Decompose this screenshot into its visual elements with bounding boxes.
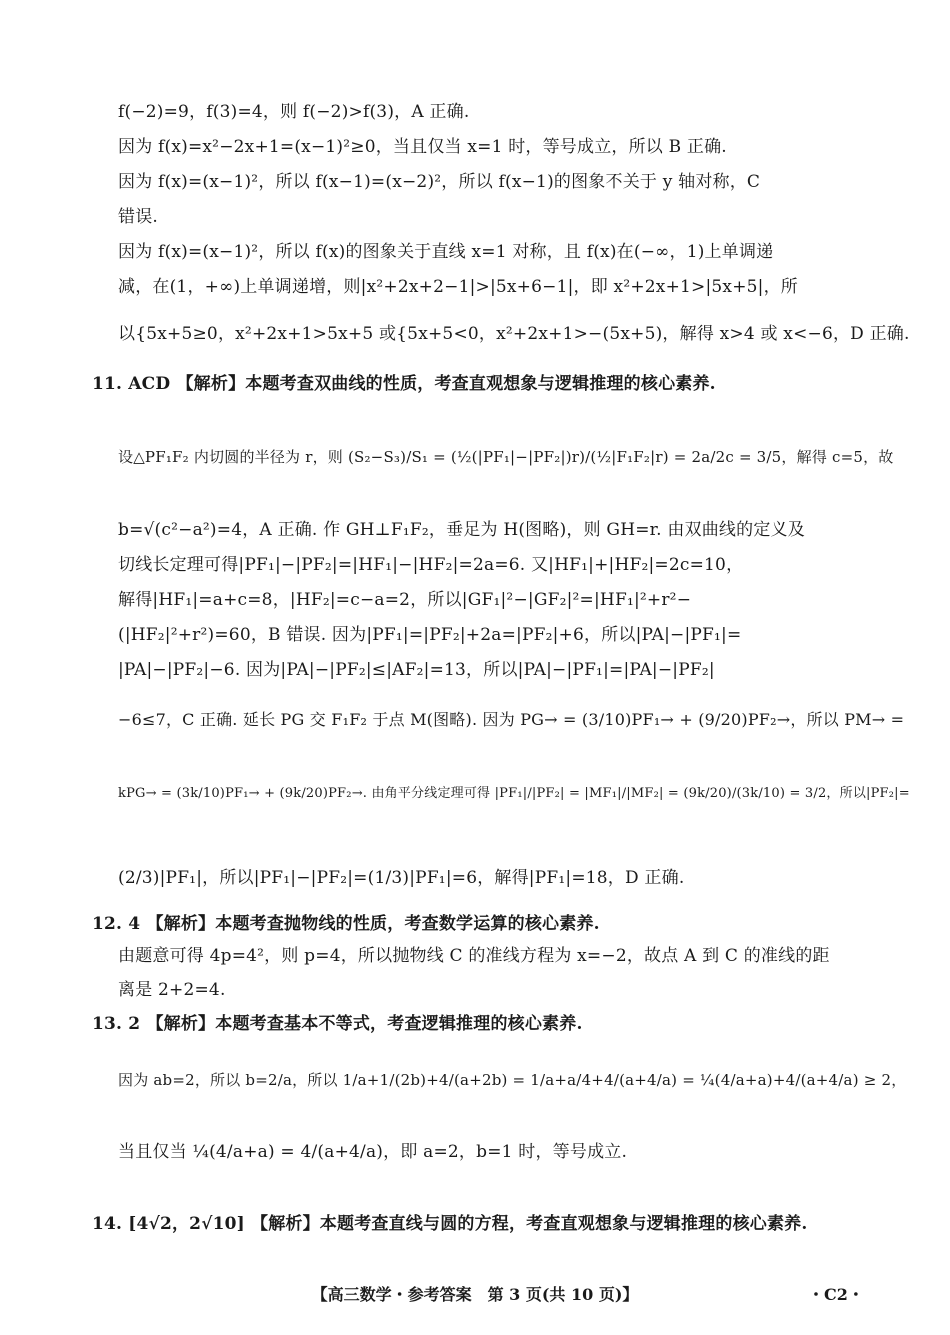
text-line: 解得|HF₁|=a+c=8，|HF₂|=c−a=2，所以|GF₁|²−|GF₂|²=|HF₁|²+r²−	[118, 590, 692, 610]
q14-heading: 14. [4√2，2√10] 【解析】本题考查直线与圆的方程，考查直观想象与逻辑推理的核心素养.	[92, 1214, 808, 1234]
text-line: 因为 f(x)=(x−1)²，所以 f(x)的图象关于直线 x=1 对称，且 f(x)在(−∞，1)上单调递	[118, 242, 774, 262]
text-line: 因为 f(x)=(x−1)²，所以 f(x−1)=(x−2)²，所以 f(x−1)的图象不关于 y 轴对称，C	[118, 172, 761, 192]
page-footer: 【高三数学・参考答案 第 3 页(共 10 页)】	[311, 1285, 639, 1304]
q13-heading: 13. 2 【解析】本题考查基本不等式，考查逻辑推理的核心素养.	[92, 1014, 583, 1034]
page-tag: ・C2・	[808, 1285, 864, 1304]
text-line: 减，在(1，+∞)上单调递增，则|x²+2x+2−1|>|5x+6−1|，即 x²+2x+1>|5x+5|，所	[118, 277, 799, 297]
text-line: 切线长定理可得|PF₁|−|PF₂|=|HF₁|−|HF₂|=2a=6. 又|HF₁|+|HF₂|=2c=10，	[118, 555, 744, 575]
text-line: b=√(c²−a²)=4，A 正确. 作 GH⊥F₁F₂，垂足为 H(图略)，则 GH=r. 由双曲线的定义及	[118, 520, 805, 540]
text-line: 以{5x+5≥0，x²+2x+1>5x+5 或{5x+5<0，x²+2x+1>−(5x+5)，解得 x>4 或 x<−6，D 正确.	[118, 324, 910, 344]
q12-heading: 12. 4 【解析】本题考查抛物线的性质，考查数学运算的核心素养.	[92, 914, 600, 934]
text-line: −6≤7，C 正确. 延长 PG 交 F₁F₂ 于点 M(图略). 因为 PG→ = (3/10)PF₁→ + (9/20)PF₂→，所以 PM→ =	[118, 710, 905, 729]
text-line: 当且仅当 ¼(4/a+a) = 4/(a+4/a)，即 a=2，b=1 时，等号成立.	[118, 1142, 628, 1162]
text-line: 因为 f(x)=x²−2x+1=(x−1)²≥0，当且仅当 x=1 时，等号成立，所以 B 正确.	[118, 137, 727, 157]
text-line: 因为 ab=2，所以 b=2/a，所以 1/a+1/(2b)+4/(a+2b) = 1/a+a/4+4/(a+4/a) = ¼(4/a+a)+4/(a+4/a) ≥ 2，	[118, 1071, 907, 1089]
text-line: 设△PF₁F₂ 内切圆的半径为 r，则 (S₂−S₃)/S₁ = (½(|PF₁|−|PF₂|)r)/(½|F₁F₂|r) = 2a/2c = 3/5，解得 c=5，故	[118, 448, 894, 466]
text-line: (2/3)|PF₁|，所以|PF₁|−|PF₂|=(1/3)|PF₁|=6，解得|PF₁|=18，D 正确.	[118, 868, 685, 888]
text-line: kPG→ = (3k/10)PF₁→ + (9k/20)PF₂→. 由角平分线定理可得 |PF₁|/|PF₂| = |MF₁|/|MF₂| = (9k/20)/(3k/10) = 3/2，所以|PF₂|=	[118, 786, 910, 801]
q11-heading: 11. ACD 【解析】本题考查双曲线的性质，考查直观想象与逻辑推理的核心素养.	[92, 374, 716, 394]
text-line: 离是 2+2=4.	[118, 980, 226, 1000]
text-line: 由题意可得 4p=4²，则 p=4，所以抛物线 C 的准线方程为 x=−2，故点 A 到 C 的准线的距	[118, 946, 830, 966]
text-line: (|HF₂|²+r²)=60，B 错误. 因为|PF₁|=|PF₂|+2a=|PF₂|+6，所以|PA|−|PF₁|=	[118, 625, 742, 645]
text-line: 错误.	[118, 207, 159, 227]
text-line: f(−2)=9，f(3)=4，则 f(−2)>f(3)，A 正确.	[118, 102, 470, 122]
text-line: |PA|−|PF₂|−6. 因为|PA|−|PF₂|≤|AF₂|=13，所以|PA|−|PF₁|=|PA|−|PF₂|	[118, 660, 715, 680]
